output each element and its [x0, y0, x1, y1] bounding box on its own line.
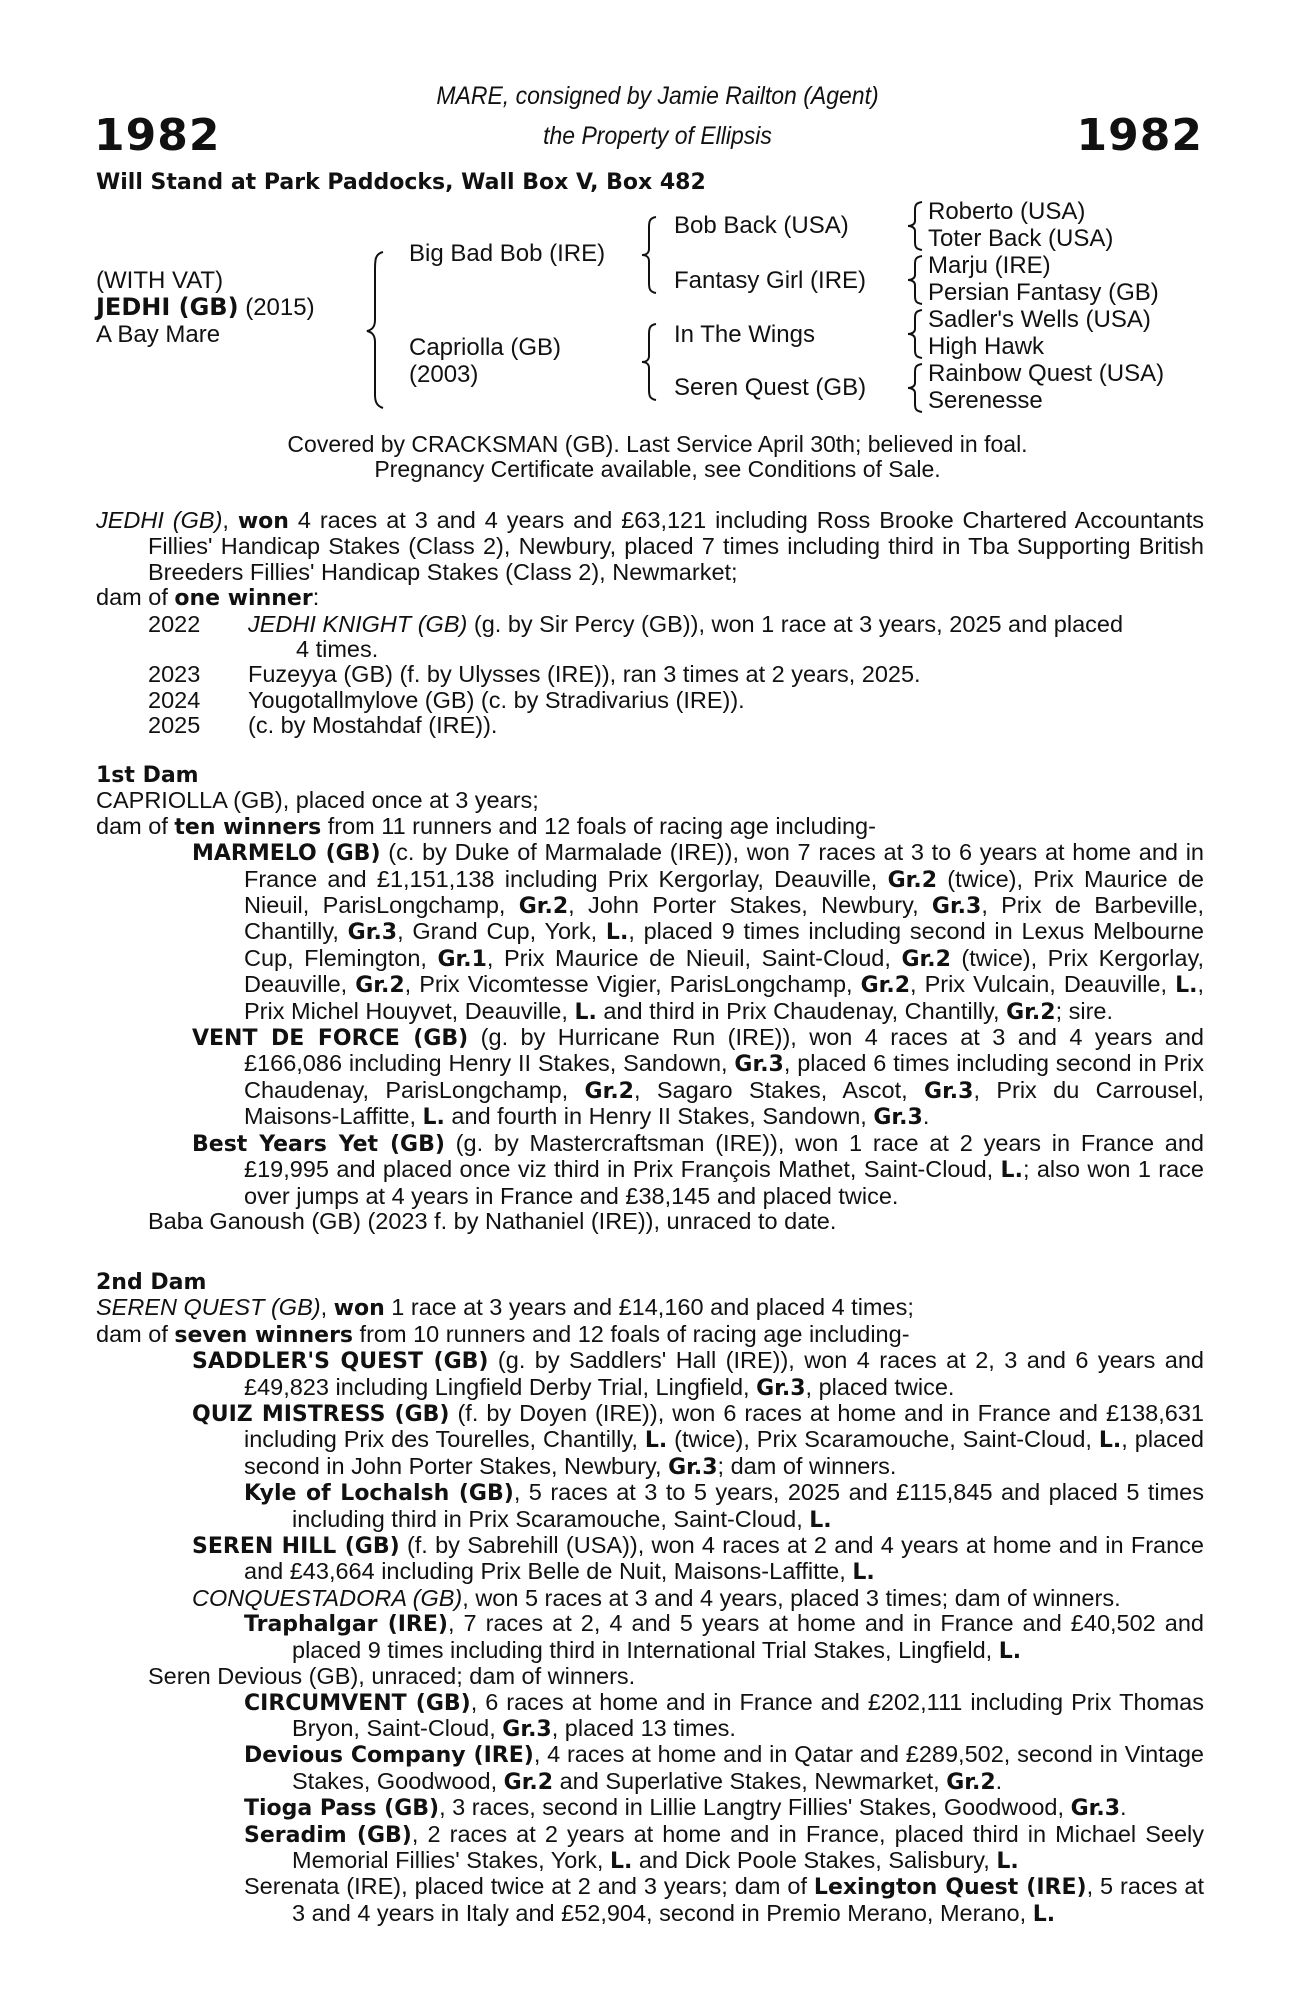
bold-text: one winner [174, 586, 313, 612]
progeny-entry-serenata [96, 1874, 1204, 1927]
bold-text: Tioga Pass (GB) [244, 1796, 440, 1822]
bold-text: Gr.1 [437, 946, 487, 972]
bold-text: Gr.2 [355, 973, 405, 999]
horse-description: A Bay Mare [96, 321, 221, 348]
text-run: : [312, 584, 320, 611]
brace-icon [906, 362, 926, 414]
bold-text: Gr.3 [931, 894, 982, 920]
text-run: JEDHI KNIGHT (GB) [248, 610, 468, 637]
second-dam-heading: 2nd Dam [96, 1270, 207, 1295]
horse-name: JEDHI (GB) [96, 293, 239, 321]
bold-text: Gr.2 [518, 894, 569, 920]
text-run: , Prix Vicomtesse Vigier, ParisLongchamp, [404, 971, 861, 998]
text-run: from 11 runners and 12 foals of racing age including- [321, 812, 876, 839]
bold-text: won [237, 509, 289, 534]
text-run: , won 5 races at 3 and 4 years, placed 3 times; dam of winners. [462, 1584, 1121, 1611]
bold-text: MARMELO (GB) [192, 841, 381, 867]
progeny-entry-circumvent [96, 1690, 1204, 1743]
text-run: (c. by Duke of Marmalade (IRE)), won 7 races at 3 to 6 years at home and in France and £1,151,138 including Prix Kergorlay, Deauville, [244, 839, 1204, 892]
bold-text: Gr.2 [584, 1078, 634, 1104]
text-run: from 10 runners and 12 foals of racing age including- [353, 1320, 910, 1347]
text-run: , placed 13 times. [551, 1714, 736, 1741]
bold-text: Gr.2 [860, 973, 911, 999]
text-run: CONQUESTADORA (GB) [192, 1584, 463, 1611]
text-run: (g. by Hurricane Run (IRE)), won 4 races at 3 and 4 years and £166,086 including Henry II Stakes, Sandown, [244, 1024, 1205, 1077]
bold-text: QUIZ MISTRESS (GB) [192, 1402, 450, 1428]
text-run: 2024 [148, 686, 201, 713]
text-run: (twice), Prix Scaramouche, Saint-Cloud, [667, 1426, 1099, 1453]
mare-dam-of [96, 585, 1204, 611]
text-run: dam of [96, 812, 175, 839]
text-run: and third in Prix Chaudenay, Chantilly, [596, 997, 1007, 1024]
progeny-entry-seren-hill [96, 1533, 1204, 1586]
bold-text: L. [1175, 973, 1198, 999]
consignment-line: MARE, consigned by Jamie Railton (Agent) [436, 82, 879, 110]
bold-text: L. [605, 920, 629, 946]
first-dam-dam-of [96, 814, 1204, 840]
lot-number-left: 1982 [94, 110, 221, 161]
text-run: 2025 [148, 712, 201, 739]
sire-sire: Bob Back (USA) [674, 212, 849, 239]
text-run: Fuzeyya (GB) (f. by Ulysses (IRE)), ran 3 times at 2 years, 2025. [248, 661, 921, 688]
text-run: and fourth in Henry II Stakes, Sandown, [444, 1103, 874, 1130]
text-run: ; also won 1 race over jumps at 4 years in France and £38,145 and placed twice. [244, 1156, 1204, 1209]
pregnancy-note: Pregnancy Certificate available, see Conditions of Sale. [374, 456, 941, 482]
bold-text: Gr.2 [503, 1769, 554, 1795]
text-run: (f. by Sabrehill (USA)), won 4 races at 2 and 4 years at home and in France and £43,664 including Prix Belle de Nuit, Maisons-Laffitte, [244, 1532, 1204, 1585]
text-run: , Sagaro Stakes, Ascot, [633, 1076, 925, 1103]
text-run: 4 times. [296, 636, 379, 663]
text-run: , 5 races at 3 and 4 years in Italy and £52,904, second in Premio Merano, Merano, [292, 1873, 1204, 1926]
bold-text: Gr.3 [1070, 1796, 1120, 1822]
text-run: , Prix Michel Houyvet, Deauville, [244, 971, 1204, 1024]
text-run: (twice), Prix Maurice de Nieuil, ParisLongchamp, [244, 865, 1204, 919]
progeny-entry-seren-devious: Seren Devious (GB), unraced; dam of winners. [148, 1663, 636, 1690]
second-dam-dam-of [96, 1322, 1204, 1348]
text-run: , 2 races at 2 years at home and in France, placed third in Michael Seely Memorial Fillies' Stakes, York, [292, 1820, 1204, 1873]
brace-icon [906, 200, 926, 252]
text-run: , John Porter Stakes, Newbury, [568, 892, 932, 919]
progeny-entry-quiz-mistress [96, 1401, 1204, 1480]
mare-name: JEDHI (GB) [96, 507, 223, 533]
text-run: . [995, 1767, 1003, 1794]
brace-icon [365, 250, 389, 410]
bold-text: SADDLER'S QUEST (GB) [192, 1349, 489, 1375]
bold-text: Gr.3 [756, 1375, 806, 1401]
great-grandparent: Persian Fantasy (GB) [928, 279, 1159, 306]
great-grandparent: Toter Back (USA) [928, 225, 1114, 252]
progeny-entry-marmelo [96, 840, 1204, 1025]
lot-number-right: 1982 [1076, 110, 1203, 161]
bold-text: Gr.3 [734, 1052, 784, 1078]
first-dam-intro: CAPRIOLLA (GB), placed once at 3 years; [96, 787, 539, 814]
text-run: (f. by Doyen (IRE)), won 6 races at home and in France and £138,631 including Prix des Tourelles, Chantilly, [244, 1400, 1204, 1453]
text-run: and Dick Poole Stakes, Salisbury, [632, 1846, 997, 1873]
dam-year: (2003) [409, 361, 479, 388]
bold-text: L. [809, 1507, 832, 1533]
progeny-entry-conquestadora [96, 1586, 1204, 1611]
bold-text: Gr.3 [873, 1105, 923, 1131]
bold-text: L. [422, 1105, 445, 1131]
great-grandparent: Sadler's Wells (USA) [928, 306, 1151, 333]
bold-text: L. [998, 1638, 1022, 1664]
dam-sire: In The Wings [674, 321, 815, 348]
sire-dam: Fantasy Girl (IRE) [674, 267, 867, 294]
vat-status: (WITH VAT) [96, 267, 224, 294]
bold-text: Lexington Quest (IRE) [813, 1875, 1087, 1901]
bold-text: Devious Company (IRE) [244, 1743, 534, 1769]
great-grandparent: Marju (IRE) [928, 252, 1051, 279]
text-run: ; sire. [1055, 997, 1114, 1024]
great-grandparent: High Hawk [928, 333, 1045, 360]
text-run: Serenata (IRE), placed twice at 2 and 3 years; dam of [244, 1873, 814, 1900]
text-run: dam of [96, 584, 175, 611]
text-run: 4 races at 3 and 4 years and £63,121 including Ross Brooke Chartered Accountants Fillies' Handicap Stakes (Class 2), Newbury, placed 7 times including third in Tba Supporting British Breeders Fillies' Handicap Stakes (Class 2), Newmarket; [148, 507, 1204, 585]
text-run: , Grand Cup, York, [397, 918, 606, 945]
text-run: , Prix du Carrousel, Maisons-Laffitte, [244, 1076, 1204, 1130]
progeny-entry-kyle-of-lochalsh [96, 1480, 1204, 1533]
progeny-entry-tioga-pass [96, 1795, 1204, 1821]
dam: Capriolla (GB) [409, 334, 562, 361]
bold-text: Gr.2 [1006, 999, 1056, 1025]
produce-row [96, 612, 1204, 663]
text-run: 2022 [148, 610, 201, 637]
bold-text: Kyle of Lochalsh (GB) [244, 1481, 514, 1507]
produce-row [96, 688, 1204, 713]
brace-icon [906, 254, 926, 306]
text-run: SEREN QUEST (GB) [96, 1294, 321, 1321]
bold-text: Traphalgar (IRE) [244, 1612, 448, 1638]
brace-icon [640, 215, 660, 295]
stand-location: Will Stand at Park Paddocks, Wall Box V, Box 482 [96, 170, 706, 195]
bold-text: L. [852, 1560, 875, 1586]
text-run: , placed twice. [805, 1373, 955, 1400]
progeny-entry-saddlers-quest [96, 1348, 1204, 1401]
text-run: . [1120, 1794, 1127, 1821]
bold-text: Gr.3 [668, 1454, 718, 1480]
great-grandparent: Rainbow Quest (USA) [928, 360, 1165, 387]
text-run: 2023 [148, 661, 201, 688]
second-dam-intro: SEREN QUEST (GB), won 1 race at 3 years and £14,160 and placed 4 times; [96, 1294, 914, 1322]
bold-text: Best Years Yet (GB) [192, 1131, 445, 1157]
bold-text: CIRCUMVENT (GB) [244, 1690, 471, 1716]
bold-text: L. [574, 999, 597, 1025]
bold-text: Gr.2 [946, 1769, 996, 1795]
text-run: . [922, 1103, 930, 1130]
great-grandparent: Serenesse [928, 387, 1043, 414]
brace-icon [640, 322, 660, 402]
produce-row [96, 713, 1204, 738]
bold-text: VENT DE FORCE (GB) [192, 1026, 469, 1052]
bold-text: Seradim (GB) [244, 1822, 412, 1848]
text-run: , placed second in John Porter Stakes, Newbury, [244, 1426, 1205, 1479]
bold-text: ten winners [174, 814, 322, 840]
text-run: , 7 races at 2, 4 and 5 years at home and in France and £40,502 and placed 9 times including third in International Trial Stakes, Lingfield, [292, 1610, 1204, 1663]
first-dam-section [96, 763, 1204, 1234]
text-run: (g. by Saddlers' Hall (IRE)), won 4 races at 2, 3 and 6 years and £49,823 including Lingfield Derby Trial, Lingfield, [244, 1347, 1204, 1400]
text-run: , 5 races at 3 to 5 years, 2025 and £115,845 and placed 5 times including third in Prix Scaramouche, Saint-Cloud, [292, 1479, 1205, 1532]
text-run: , Prix Vulcain, Deauville, [910, 971, 1176, 998]
bold-text: L. [609, 1848, 633, 1874]
bold-text: L. [996, 1848, 1019, 1874]
property-line: the Property of Ellipsis [543, 122, 772, 150]
bold-text: Gr.3 [347, 920, 398, 946]
text-run: , 6 races at home and in France and £202,111 including Prix Thomas Bryon, Saint-Cloud, [292, 1688, 1204, 1741]
bold-text: L. [1000, 1158, 1023, 1184]
progeny-entry-devious-company [96, 1742, 1204, 1795]
bold-text: L. [1098, 1428, 1122, 1454]
text-run: , 3 races, second in Lillie Langtry Fillies' Stakes, Goodwood, [439, 1794, 1071, 1821]
progeny-entry-seradim [96, 1822, 1204, 1875]
progeny-entry-best-years-yet [96, 1131, 1204, 1209]
text-run: (twice), Prix Kergorlay, Deauville, [244, 944, 1205, 998]
horse-name-line [96, 294, 315, 321]
first-dam-heading: 1st Dam [96, 763, 199, 788]
text-run: , 4 races at home and in Qatar and £289,502, second in Vintage Stakes, Goodwood, [292, 1741, 1204, 1794]
progeny-entry-traphalgar [96, 1611, 1204, 1664]
horse-year: (2015) [245, 294, 315, 321]
dam-dam: Seren Quest (GB) [674, 374, 867, 401]
text-run: , placed 6 times including second in Prix Chaudenay, ParisLongchamp, [244, 1050, 1204, 1103]
mare-racing-record: JEDHI (GB), won 4 races at 3 and 4 years and £63,121 including Ross Brooke Chartered Accountants Fillies' Handicap Stakes (Class 2), Newbury, placed 7 times including third in Tba Supporting British Breeders Fillies' Handicap Stakes (Class 2), Newmarket; [96, 507, 1204, 585]
progeny-entry-baba-ganoush: Baba Ganoush (GB) (2023 f. by Nathaniel (IRE)), unraced to date. [148, 1207, 837, 1234]
text-run: , placed 9 times including second in Lexus Melbourne Cup, Flemington, [244, 918, 1204, 971]
sire: Big Bad Bob (IRE) [409, 240, 606, 267]
bold-text: L. [1032, 1901, 1056, 1927]
text-run: (c. by Mostahdaf (IRE)). [248, 712, 498, 739]
covering-note: Covered by CRACKSMAN (GB). Last Service April 30th; believed in foal. [287, 431, 1028, 457]
text-run: (g. by Sir Percy (GB)), won 1 race at 3 years, 2025 and placed [467, 610, 1124, 637]
bold-text: seven winners [174, 1322, 354, 1348]
produce-row [96, 662, 1204, 687]
bold-text: Gr.2 [887, 867, 938, 893]
text-run: 1 race at 3 years and £14,160 and placed 4 times; [384, 1294, 914, 1321]
text-run: dam of [96, 1320, 175, 1347]
second-dam-section [96, 1270, 1204, 1927]
text-run: , Prix de Barbeville, Chantilly, [244, 892, 1204, 945]
text-run: , Prix Maurice de Nieuil, Saint-Cloud, [486, 944, 902, 971]
text-run: and Superlative Stakes, Newmarket, [553, 1767, 947, 1794]
text-run: Yougotallmylove (GB) (c. by Stradivarius (IRE)). [248, 686, 745, 713]
bold-text: Gr.3 [502, 1716, 552, 1742]
text-run: ; dam of winners. [717, 1452, 897, 1479]
bold-text: Gr.2 [901, 946, 951, 972]
text-run: (g. by Mastercraftsman (IRE)), won 1 race at 2 years in France and £19,995 and placed once viz third in Prix François Mathet, Saint-Cloud, [244, 1129, 1204, 1183]
bold-text: SEREN HILL (GB) [192, 1534, 400, 1560]
great-grandparent: Roberto (USA) [928, 198, 1086, 225]
brace-icon [906, 308, 926, 360]
bold-text: L. [644, 1428, 668, 1454]
progeny-entry-vent-de-force [96, 1025, 1204, 1131]
mare-record [96, 508, 1204, 739]
bold-text: won [333, 1296, 385, 1322]
bold-text: Gr.3 [924, 1078, 974, 1104]
